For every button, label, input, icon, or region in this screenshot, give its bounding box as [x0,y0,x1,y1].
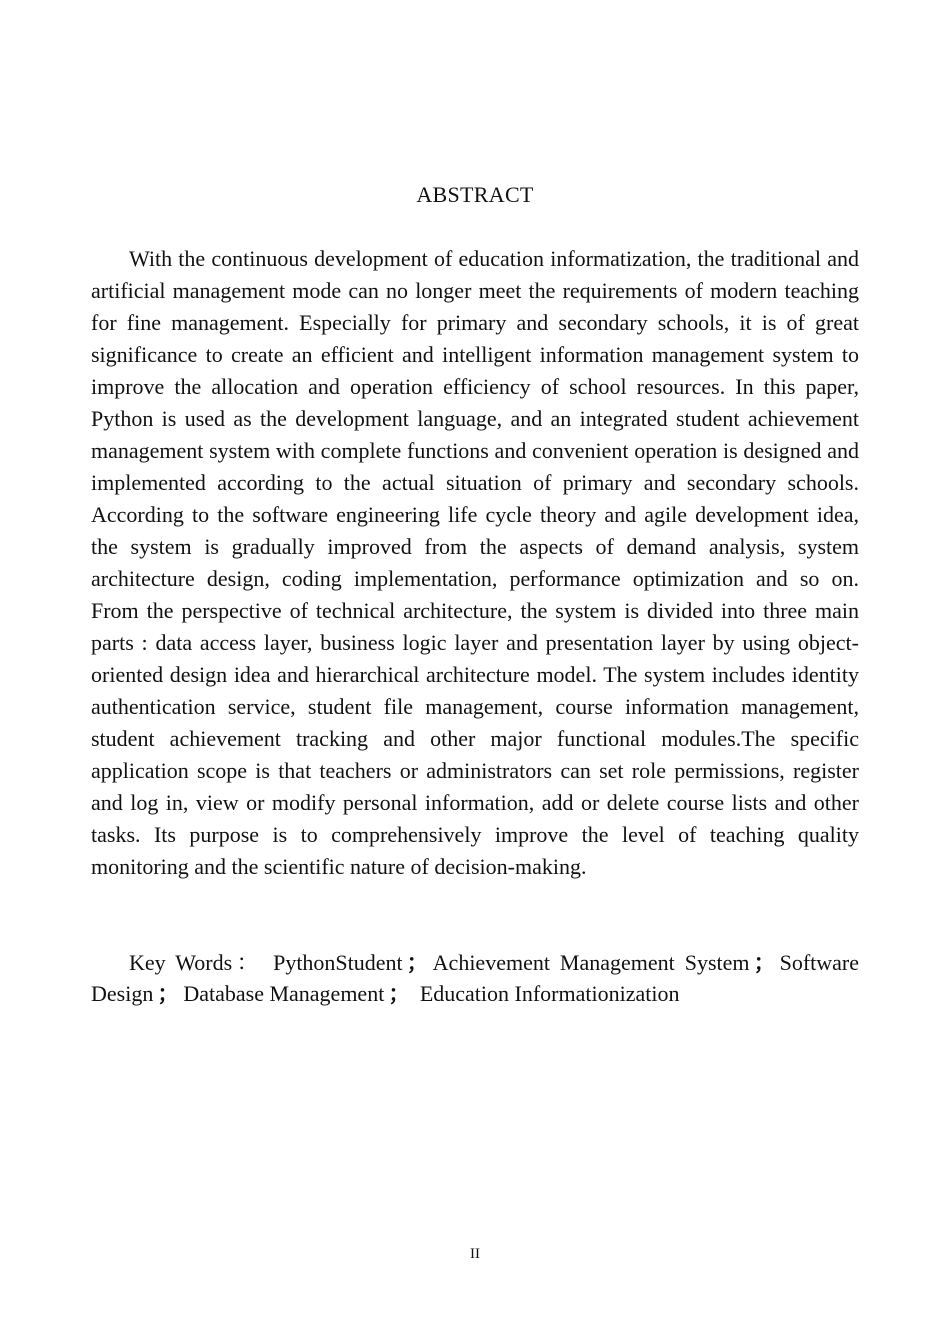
keyword-item: Database Management [183,981,385,1006]
keyword-item: PythonStudent [273,950,403,975]
keyword-separator: ； [157,981,180,1006]
abstract-body: With the continuous development of education informatization, the traditional and artificial management mode can no longer meet the requirements of modern teaching for fine management. Especially for primary and secondary schools, it is of great significance to create an efficient and intelligent information management system to improve the allocation and operation efficiency of school resources. In this paper, Python is used as the development language, and an integrated student achievement management system with complete functions and convenient operation is designed and implemented according to the actual situation of primary and secondary schools. According to the software engineering life cycle theory and agile development idea, the system is gradually improved from the aspects of demand analysis, system architecture design, coding implementation, performance optimization and so on. From the perspective of technical architecture, the system is divided into three main parts : data access layer, business logic layer and presentation layer by using object-oriented design idea and hierarchical architecture model. The system includes identity authentication service, student file management, course information management, student achievement tracking and other major functional modules.The specific application scope is that teachers or administrators can set role permissions, register and log in, view or modify personal information, add or delete course lists and other tasks. Its purpose is to comprehensively improve the level of teaching quality monitoring and the scientific nature of decision-making. [91,246,859,879]
keyword-separator: ； [753,950,776,975]
page-number: II [470,1246,480,1262]
keywords-line [91,947,859,1009]
keyword-item: Achievement Management System [432,950,750,975]
keywords-label: Key Words： [129,950,264,975]
keyword-item: Education Informationization [419,981,680,1006]
keyword-item: Software Design [91,950,859,1006]
keyword-separator: ； [388,981,411,1006]
keyword-separator: ； [406,950,429,975]
abstract-heading: ABSTRACT [416,182,534,207]
